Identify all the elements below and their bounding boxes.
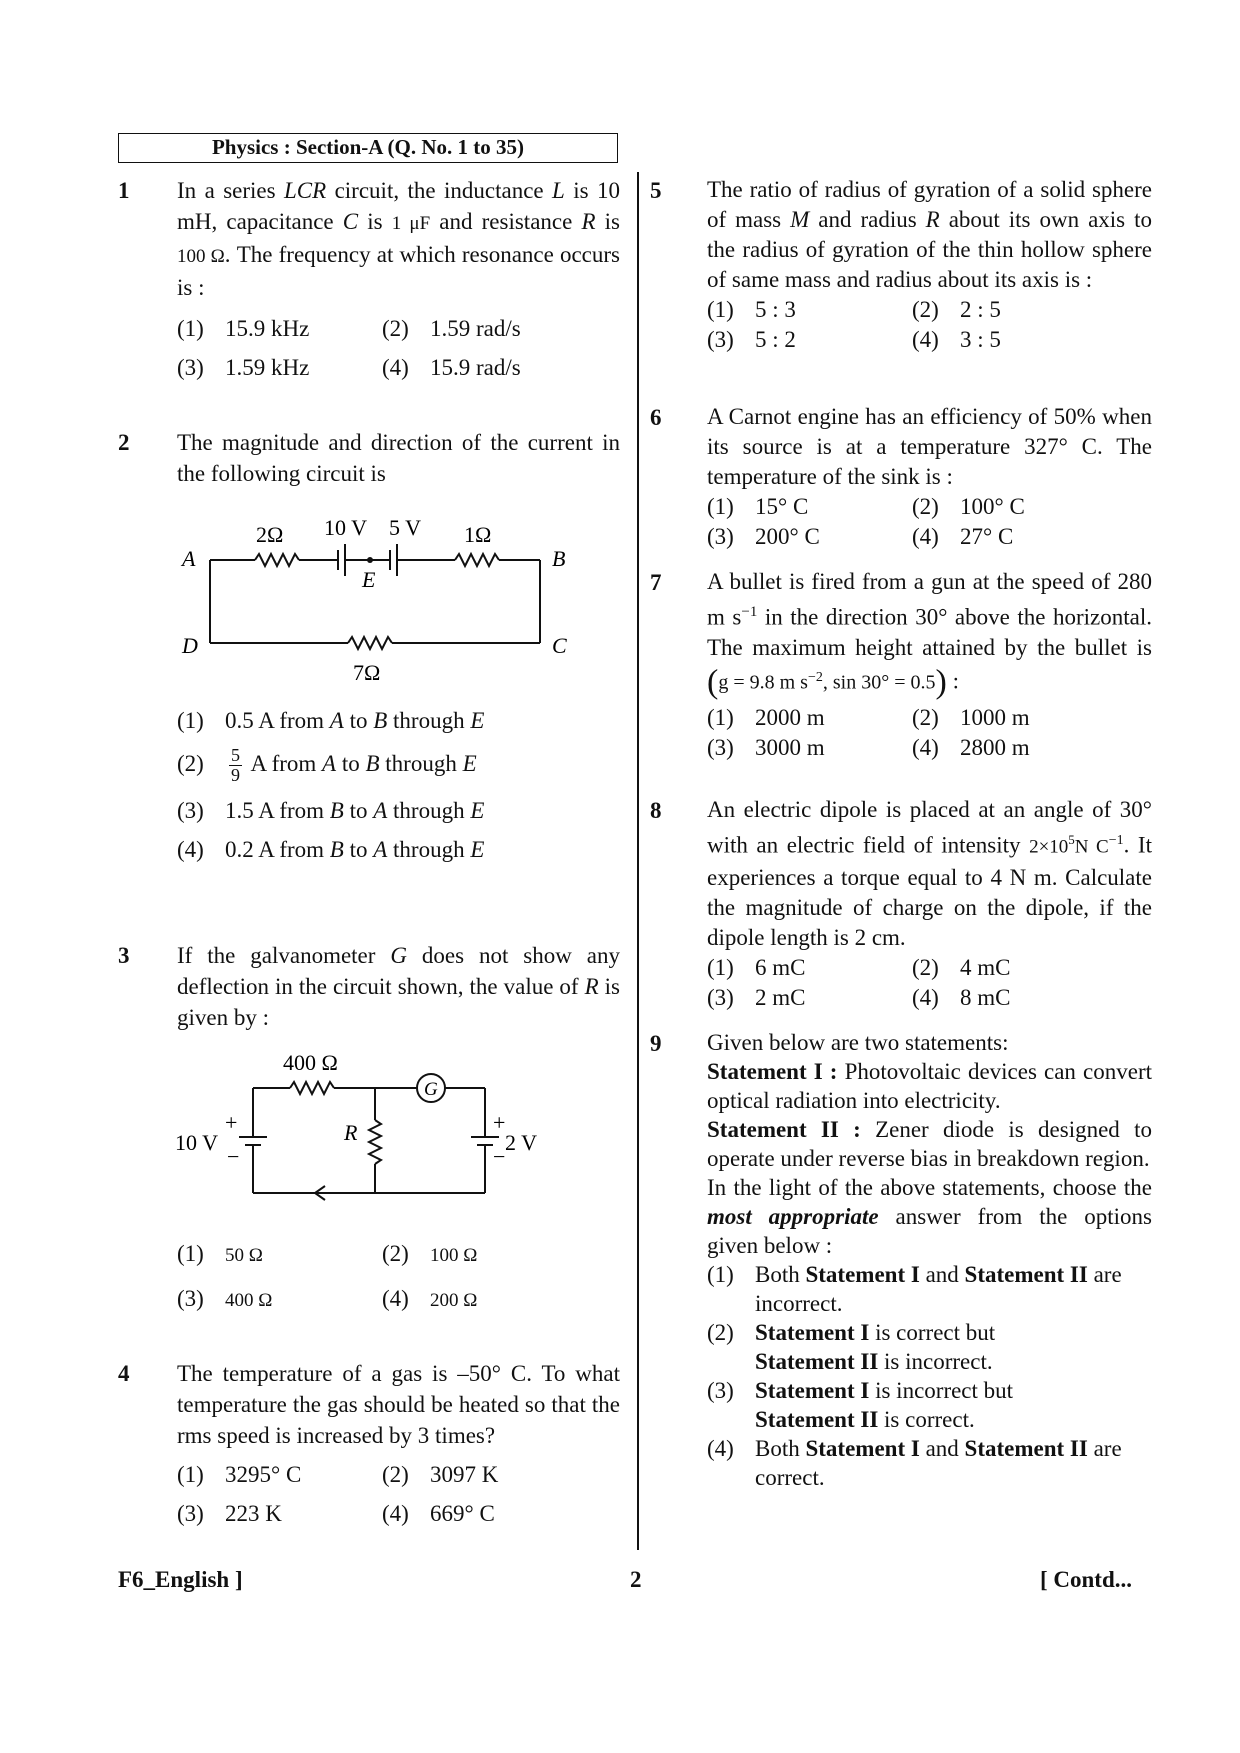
q3-text: If the galvanometer G does not show any deflection in the circuit shown, the value of R is given by : — [177, 943, 620, 1030]
q2-label-5v: 5 V — [389, 515, 421, 540]
q9-option-1[interactable]: (1) Both Statement I and Statement II are incorrect. — [707, 1262, 1122, 1316]
q8-option-2[interactable]: (2) 4 mC — [912, 954, 1011, 980]
q4-number: 4 — [118, 1361, 130, 1386]
q1-options — [177, 313, 620, 383]
q6-option-4[interactable]: (4) 27° C — [912, 524, 1014, 549]
footer-continued: [ Contd... — [1040, 1567, 1133, 1592]
q7-option-4[interactable]: (4) 2800 m — [912, 735, 1030, 761]
q7-option-1[interactable]: (1) 2000 m — [707, 705, 825, 731]
q1-number: 1 — [118, 178, 130, 203]
q2-number: 2 — [118, 430, 130, 455]
question-6 — [707, 402, 1152, 552]
q9-instruction: In the light of the above statements, choose the most appropriate answer from the options given below : — [707, 1175, 1152, 1258]
q3-plus-right: + — [493, 1110, 506, 1135]
question-8 — [707, 795, 1152, 1013]
q3-minus-right: − — [493, 1144, 506, 1169]
q2-option-1[interactable]: (1) 0.5 A from A to B through E — [177, 708, 485, 733]
q4-option-2[interactable]: (2) 3097 K — [382, 1462, 499, 1487]
q9-option-3[interactable]: (3) Statement I is incorrect but Statement II is correct. — [707, 1378, 1014, 1432]
q8-text: An electric dipole is placed at an angle of 30° with an electric field of intensity $2\times 10^5N$ $C^{-1}$. It experiences a torque equal to 4 N m. Calculate the magnitude of charge on the dipole, if the dipole length is 2 cm. — [707, 797, 1152, 950]
q3-label-10v: 10 V — [175, 1130, 218, 1155]
question-7 — [707, 567, 1152, 763]
question-1 — [177, 175, 620, 383]
q7-number: 7 — [650, 570, 662, 595]
q3-minus-left: − — [227, 1144, 240, 1169]
q3-option-4[interactable]: (4) 200 Ω — [382, 1286, 478, 1311]
q8-number: 8 — [650, 798, 662, 823]
q2-node-c: C — [552, 633, 567, 658]
q5-number: 5 — [650, 178, 662, 203]
q8-option-3[interactable]: (3) 2 mC — [707, 984, 806, 1010]
q8-option-1[interactable]: (1) 6 mC — [707, 954, 806, 980]
q3-option-2[interactable]: (2) 100 Ω — [382, 1241, 478, 1266]
q4-option-1[interactable]: (1) 3295° C — [177, 1462, 302, 1487]
q5-option-2[interactable]: (2) 2 : 5 — [912, 297, 1001, 322]
q1-option-1[interactable]: (1) 15.9 kHz — [177, 316, 310, 341]
q2-option-2[interactable]: (2) $\frac{5}{9}$ A from A to B through E — [177, 745, 477, 785]
question-5 — [707, 175, 1152, 355]
section-title: Physics : Section-A (Q. No. 1 to 35) — [118, 133, 618, 163]
q2-label-1ohm: 1Ω — [464, 522, 492, 547]
q6-option-1[interactable]: (1) 15° C — [707, 494, 809, 519]
q2-node-b: B — [552, 546, 566, 571]
question-9 — [707, 1028, 1152, 1492]
q1-option-4[interactable]: (4) 15.9 rad/s — [382, 355, 521, 380]
q6-text: A Carnot engine has an efficiency of 50% when its source is at a temperature 327° C. The temperature of the sink is : — [707, 404, 1152, 489]
q3-circuit-diagram — [165, 1040, 585, 1215]
q3-label-400ohm: 400 Ω — [283, 1050, 338, 1075]
q3-plus-left: + — [225, 1110, 238, 1135]
q9-number: 9 — [650, 1031, 662, 1056]
q6-option-2[interactable]: (2) 100° C — [912, 494, 1025, 519]
q5-option-4[interactable]: (4) 3 : 5 — [912, 327, 1001, 352]
q9-option-2[interactable]: (2) Statement I is correct but Statement II is incorrect. — [707, 1320, 996, 1374]
q2-label-10v: 10 V — [324, 515, 367, 540]
q2-option-3[interactable]: (3) 1.5 A from B to A through E — [177, 798, 485, 823]
q2-options — [177, 705, 620, 865]
q5-option-3[interactable]: (3) 5 : 2 — [707, 327, 796, 352]
q9-option-4[interactable]: (4) Both Statement I and Statement II are correct. — [707, 1436, 1122, 1490]
q3-number: 3 — [118, 943, 130, 968]
question-3 — [177, 940, 620, 1033]
q2-node-e: E — [362, 567, 376, 592]
q1-option-2[interactable]: (2) 1.59 rad/s — [382, 316, 521, 341]
q6-number: 6 — [650, 405, 662, 430]
q4-option-4[interactable]: (4) 669° C — [382, 1501, 495, 1526]
q3-label-2v: 2 V — [505, 1130, 537, 1155]
question-4 — [177, 1358, 620, 1529]
q7-option-3[interactable]: (3) 3000 m — [707, 735, 825, 761]
question-2 — [177, 427, 620, 489]
q3-option-1[interactable]: (1) 50 Ω — [177, 1241, 263, 1266]
q2-option-4[interactable]: (4) 0.2 A from B to A through E — [177, 837, 485, 862]
footer-page-number: 2 — [630, 1567, 642, 1592]
q7-given-values: (g = 9.8 m $s^{-2}$, sin 30° = 0.5) — [707, 663, 947, 701]
q1-text: In a series LCR circuit, the inductance L is 10 mH, capacitance C is 1 μF and resistance R is 100 Ω. The frequency at which resonance occurs is : — [177, 178, 621, 300]
q7-option-2[interactable]: (2) 1000 m — [912, 705, 1030, 731]
q9-statement-1: Statement I : Photovoltaic devices can convert optical radiation into electricity. — [707, 1059, 1153, 1113]
q3-galvanometer-label: G — [424, 1079, 438, 1100]
q9-statement-2: Statement II : Zener diode is designed to operate under reverse bias in breakdown region. — [707, 1117, 1152, 1171]
q2-label-2ohm: 2Ω — [256, 522, 284, 547]
q4-text: The temperature of a gas is –50° C. To what temperature the gas should be heated so that the rms speed is increased by 3 times? — [177, 1361, 620, 1448]
q5-option-1[interactable]: (1) 5 : 3 — [707, 297, 796, 322]
q2-text: The magnitude and direction of the current in the following circuit is — [177, 430, 620, 486]
q3-option-3[interactable]: (3) 400 Ω — [177, 1286, 273, 1311]
q9-intro: Given below are two statements: — [707, 1030, 1009, 1055]
column-divider — [637, 172, 639, 1550]
q3-options — [177, 1230, 620, 1316]
q2-node-a: A — [182, 546, 196, 571]
q1-option-3[interactable]: (3) 1.59 kHz — [177, 355, 310, 380]
q6-option-3[interactable]: (3) 200° C — [707, 524, 820, 549]
q8-option-4[interactable]: (4) 8 mC — [912, 984, 1011, 1010]
q2-circuit-diagram — [160, 505, 590, 700]
footer-paper-code: F6_English ] — [118, 1567, 243, 1592]
q2-node-d: D — [182, 633, 198, 658]
q4-option-3[interactable]: (3) 223 K — [177, 1501, 282, 1526]
q3-label-r: R — [344, 1120, 358, 1145]
q2-label-7ohm: 7Ω — [353, 660, 381, 685]
q7-text: A bullet is fired from a gun at the speed of 280 m $s^{-1}$ in the direction 30° above the horizontal. The maximum height attained by the bullet is (g = 9.8 m $s^{-2}$, sin 30° = 0.5) : — [707, 569, 1152, 701]
q2-fraction: $\frac{5}{9}$ — [231, 745, 240, 785]
q5-text: The ratio of radius of gyration of a solid sphere of mass M and radius R about its own axis to the radius of gyration of the thin hollow sphere of same mass and radius about its axis is : — [707, 177, 1152, 292]
